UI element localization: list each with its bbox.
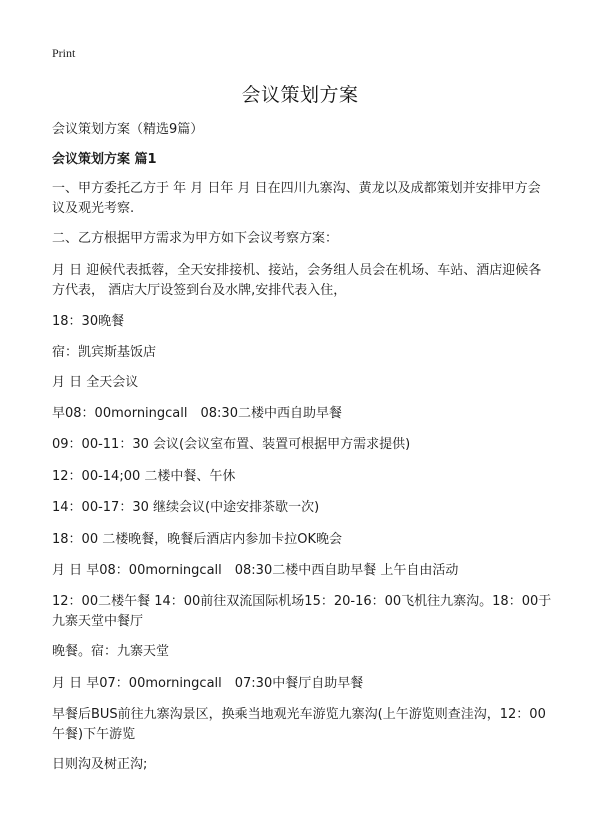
paragraph: 月 日 全天会议 <box>52 375 139 390</box>
paragraph: 12：00二楼午餐 14：00前往双流国际机场15：20-16：00飞机往九寨沟。18：00于九寨天堂中餐厅 <box>52 594 552 629</box>
paragraph: 二、乙方根据甲方需求为甲方如下会议考察方案： <box>52 231 339 246</box>
paragraph: 早08：00morningcall 08:30二楼中西自助早餐 <box>52 406 342 421</box>
paragraph: 18：30晚餐 <box>52 314 125 329</box>
paragraph: 18：00 二楼晚餐，晚餐后酒店内参加卡拉OK晚会 <box>52 532 342 547</box>
document-title: 会议策划方案 <box>241 84 359 106</box>
document-subtitle: 会议策划方案（精选9篇） <box>52 122 204 137</box>
paragraph: 晚餐。宿：九寨天堂 <box>52 644 170 659</box>
paragraph: 一、甲方委托乙方于 年 月 日年 月 日在四川九寨沟、黄龙以及成都策划并安排甲方会议及观光考察. <box>52 181 541 216</box>
section-title: 会议策划方案 篇1 <box>52 152 157 167</box>
paragraph: 月 日 迎候代表抵蓉，全天安排接机、接站，会务组人员会在机场、车站、酒店迎候各方代表， 酒店大厅设签到台及水牌,安排代表入住， <box>52 263 542 298</box>
paragraph: 12：00-14;00 二楼中餐、午休 <box>52 469 236 484</box>
paragraph: 月 日 早08：00morningcall 08:30二楼中西自助早餐 上午自由活动 <box>52 563 459 578</box>
paragraph: 09：00-11：30 会议(会议室布置、装置可根据甲方需求提供) <box>52 437 411 452</box>
paragraph: 早餐后BUS前往九寨沟景区，换乘当地观光车游览九寨沟(上午游览则查洼沟，12：00午餐)下午游览 <box>52 707 546 742</box>
paragraph: 日则沟及树正沟; <box>52 757 148 772</box>
paragraph: 14：00-17：30 继续会议(中途安排茶歇一次) <box>52 500 320 515</box>
paragraph: 宿：凯宾斯基饭店 <box>52 345 157 360</box>
print-label: Print <box>52 46 76 60</box>
paragraph: 月 日 早07：00morningcall 07:30中餐厅自助早餐 <box>52 676 364 691</box>
